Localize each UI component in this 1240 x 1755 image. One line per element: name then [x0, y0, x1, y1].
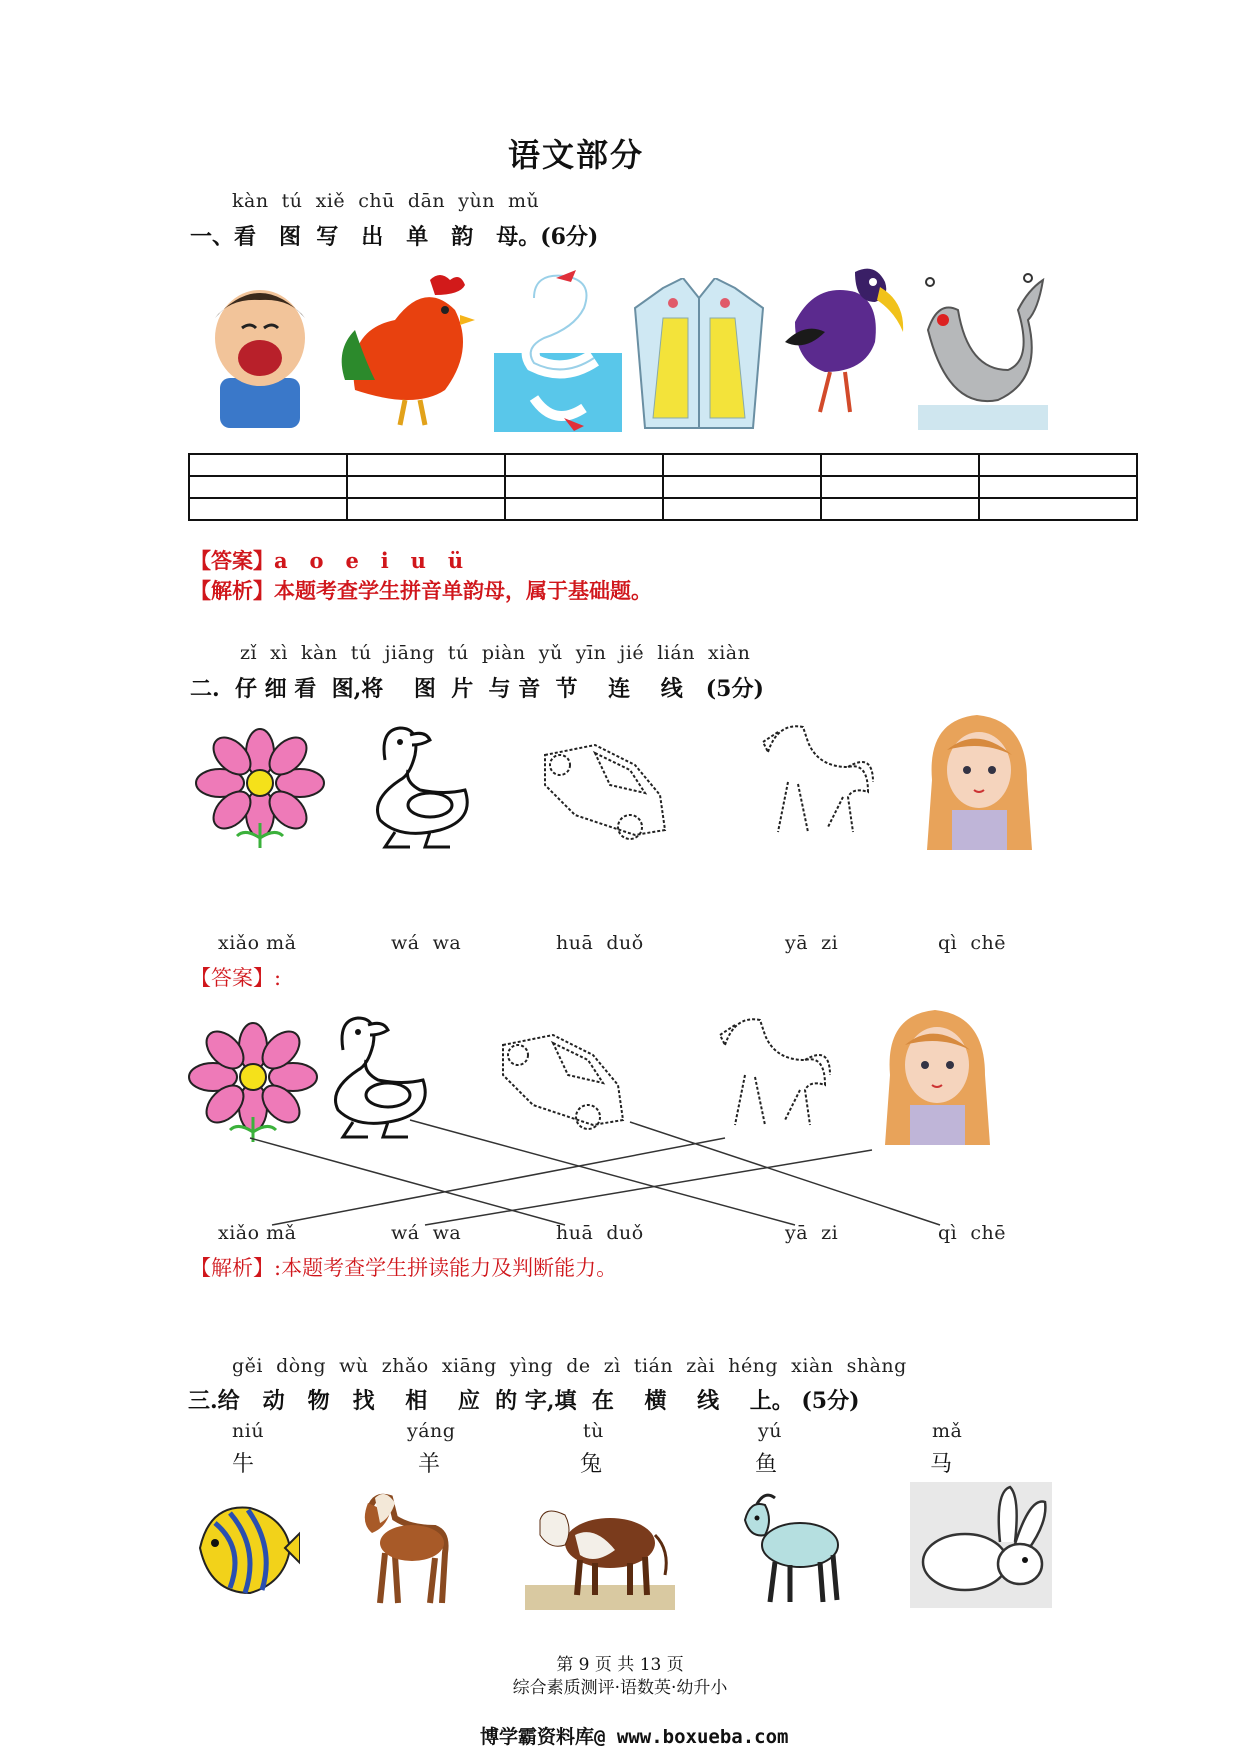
line-car-qiche: [630, 1122, 940, 1225]
q1-heading: 一、看 图 写 出 单 韵 母。(6分): [190, 224, 599, 250]
tropical-fish-icon: [190, 1498, 300, 1600]
pony-icon: [350, 1488, 450, 1608]
q3-py-5: mǎ: [932, 1420, 963, 1442]
q2-syllable2-1: xiǎo mǎ: [218, 1222, 297, 1244]
q1-analysis-label: 【解析】: [190, 578, 274, 603]
q3-py-1: niú: [232, 1420, 265, 1442]
q2-pinyin: zǐ xì kàn tú jiāng tú piàn yǔ yīn jié lián xiàn: [240, 642, 751, 664]
page-number: 第 9 页 共 13 页: [556, 1655, 684, 1675]
q2-analysis-label: 【解析】:: [190, 1256, 282, 1280]
footer-site: 博学霸资料库@ www.boxueba.com: [480, 1726, 789, 1748]
q3-char-3: 兔: [580, 1452, 603, 1477]
q1-answer-label: 【答案】: [190, 548, 274, 573]
q2-syllable2-5: qì chē: [938, 1222, 1006, 1244]
q2-syllable-3: huā duǒ: [556, 932, 644, 954]
q2-analysis-text: 本题考查学生拼读能力及判断能力。: [281, 1256, 618, 1280]
cow-icon: [525, 1495, 675, 1610]
page-title: 语文部分: [508, 136, 645, 174]
q1-analysis-text: 本题考查学生拼音单韵母，属于基础题。: [274, 578, 652, 603]
q2-syllable2-3: huā duǒ: [556, 1222, 644, 1244]
q3-char-4: 鱼: [755, 1452, 778, 1477]
q3-py-2: yáng: [407, 1420, 456, 1442]
q3-pinyin: gěi dòng wù zhǎo xiāng yìng de zì tián zài héng xiàn shàng: [232, 1355, 907, 1377]
q2-syllable2-4: yā zi: [785, 1222, 839, 1244]
q3-char-5: 马: [930, 1452, 953, 1477]
q1-pinyin: kàn tú xiě chū dān yùn mǔ: [232, 190, 540, 212]
q2-syllable-5: qì chē: [938, 932, 1006, 954]
line-doll-wawa: [425, 1150, 872, 1225]
q2-syllable2-2: wá wa: [391, 1222, 462, 1244]
q1-answer-text: a o e i u ü: [274, 548, 464, 573]
q2-analysis: [190, 1252, 617, 1282]
q3-py-4: yú: [758, 1420, 782, 1442]
q3-char-1: 牛: [232, 1452, 255, 1477]
q3-heading: 三.给 动 物 找 相 应 的 字,填 在 横 线 上。 (5分): [188, 1388, 860, 1414]
q2-syllable-4: yā zi: [785, 932, 839, 954]
goat-icon: [735, 1490, 847, 1608]
q3-py-3: tù: [583, 1420, 604, 1442]
footer-subtitle: 综合素质测评·语数英·幼升小: [512, 1678, 728, 1698]
q2-syllable-2: wá wa: [391, 932, 462, 954]
q3-char-2: 羊: [418, 1452, 441, 1477]
q2-answer-label: 【答案】:: [190, 966, 282, 990]
rabbit-icon: [910, 1482, 1052, 1608]
q2-syllable-1: xiǎo mǎ: [218, 932, 297, 954]
q2-heading: 二. 仔 细 看 图,将 图 片 与 音 节 连 线 (5分): [190, 676, 764, 702]
line-flower-huaduo: [250, 1138, 565, 1225]
